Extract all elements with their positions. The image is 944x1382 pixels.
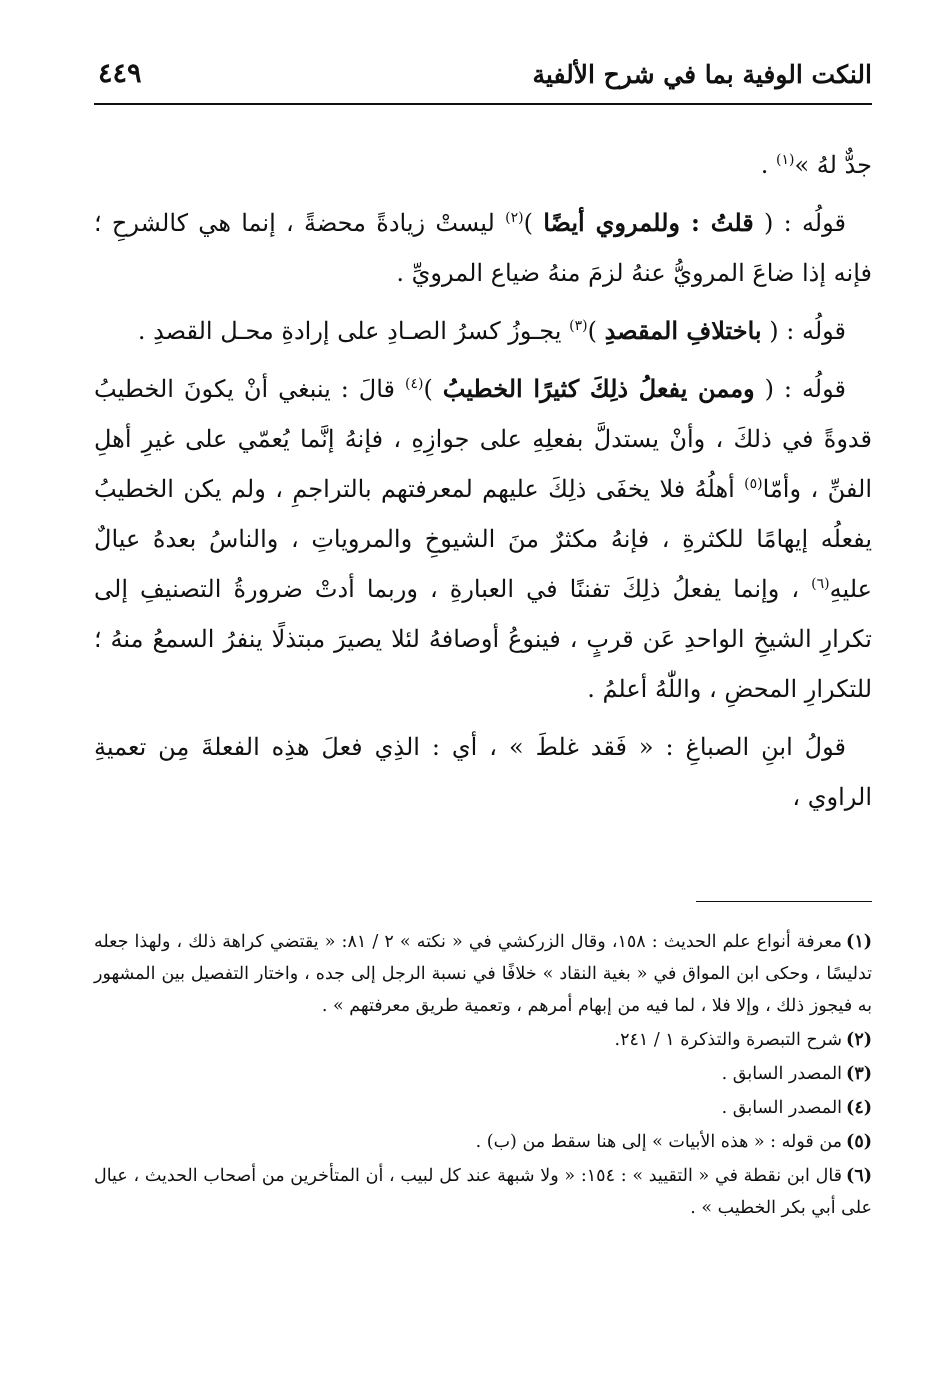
paragraph-5: قولُ ابنِ الصباغِ : « فَقد غلطَ » ، أي : الذِي فعلَ هذِه الفعلةَ مِن تعميةِ الراوي ، [94, 733, 872, 811]
footnote-ref-4: (٤) [404, 376, 424, 392]
footnote-3: (٣)المصدر السابق . [721, 1064, 872, 1084]
running-title: النكت الوفية بما في شرح الألفية [532, 60, 872, 89]
page-header [92, 56, 872, 100]
quoted-phrase: قلتُ : وللمروي أيضًا [543, 208, 754, 237]
footnotes [94, 926, 872, 1226]
page-number: ٤٤٩ [98, 58, 142, 89]
footnote-ref-5: (٥) [744, 476, 763, 492]
footnote-5: (٥)من قوله : « هذه الأبيات » إلى هنا سقط من (ب) . [475, 1132, 872, 1152]
header-rule [94, 103, 872, 105]
footnote-ref-3: (٣) [569, 318, 588, 334]
footnote-separator [696, 901, 872, 902]
footnote-4: (٤)المصدر السابق . [721, 1098, 872, 1118]
paragraph-3: قولُه : ( باختلافِ المقصدِ )$^{(٣)}$ يجـوزُ كسرُ الصـادِ على إرادةِ محـل القصدِ . [137, 316, 846, 345]
footnote-ref-6: (٦) [811, 576, 830, 592]
paragraph-2: قولُه : ( قلتُ : وللمروي أيضًا )$^{(٢)}$ ليستْ زيادةً محضةً ، إنما هي كالشرحِ ؛ فإنه إذا ضاعَ المرويُّ عنهُ لزمَ منهُ ضياع المرويِّ . [94, 208, 872, 287]
footnote-2: (٢)شرح التبصرة والتذكرة ١ / ٢٤١. [614, 1030, 872, 1050]
footnote-1: (١)معرفة أنواع علم الحديث : ١٥٨، وقال الزركشي في « نكته » ٢ / ٨١: « يقتضي كراهة ذلك ، ولهذا جعله تدليسًا ، وحكى ابن المواق في « بغية النقاد » خلافًا في نسبة الرجل إلى جده ، واختار التفصيل بين المشهور به فيجوز ذلك ، وإلا فلا ، لما فيه من إبهام أمرهم ، وتعمية طريق معرفتهم » . [94, 932, 872, 1016]
main-text [94, 140, 872, 822]
footnote-ref-2: (٢) [505, 210, 524, 226]
quoted-phrase: وممن يفعلُ ذلِكَ كثيرًا الخطيبُ [442, 374, 755, 403]
quoted-phrase: باختلافِ المقصدِ [604, 316, 762, 345]
paragraph-4: قولُه : ( وممن يفعلُ ذلِكَ كثيرًا الخطيبُ )$^{(٤)}$ قالَ : ينبغي أنْ يكونَ الخطيبُ قدوةً في ذلكَ ، وأنْ يستدلَّ بفعلِهِ على جوازِهِ ، فإنهُ إنَّما يُعمّي على غيرِ أهلِ الفنِّ ، وأمّا$^{(٥)}$ أهلُهُ فلا يخفَى ذلِكَ عليهم لمعرفتهم بالتراجمِ ، ولم يكن الخطيبُ يفعلُه إيهامًا للكثرةِ ، فإنهُ مكثرٌ منَ الشيوخِ والمروياتِ ، والناسُ بعدهُ عيالٌ عليهِ$^{(٦)}$ ، وإنما يفعلُ ذلِكَ تفننًا في العبارةِ ، وربما أدتْ ضرورةُ التصنيفِ إلى تكرارِ الشيخِ الواحدِ عَن قربٍ ، فينوعُ أوصافهُ لئلا يصيرَ مبتذلًا ينفرُ السمعُ منهُ ؛ للتكرارِ المحضِ ، واللّٰهُ أعلمُ . [94, 374, 872, 703]
footnote-ref-1: (١) [775, 152, 795, 168]
paragraph-1: جدٌّ لهُ »$^{(١)}$ . [760, 151, 872, 179]
footnote-6: (٦)قال ابن نقطة في « التقييد » : ١٥٤: « ولا شبهة عند كل لبيب ، أن المتأخرين من أصحاب الحديث ، عيال على أبي بكر الخطيب » . [94, 1166, 872, 1218]
